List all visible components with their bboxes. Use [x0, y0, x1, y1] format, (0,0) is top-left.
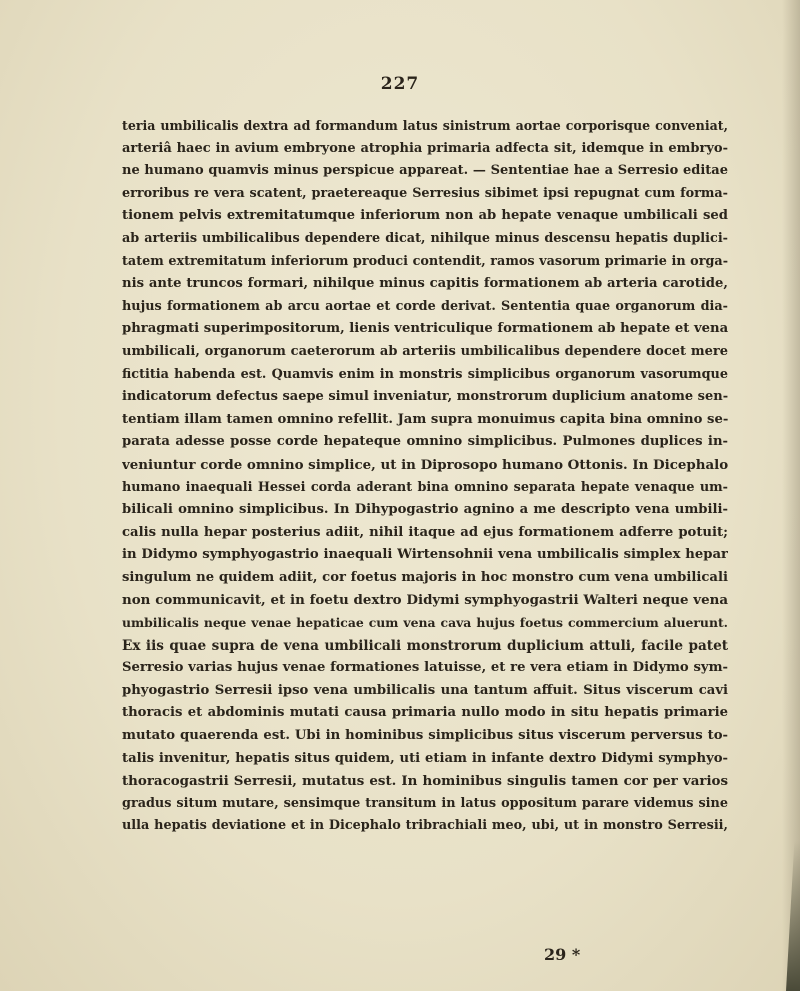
text-line: calis nulla hepar posterius adiit, nihil itaque ad ejus formationem adferre potuit;: [122, 524, 728, 540]
text-line: mutato quaerenda est. Ubi in hominibus simplicibus situs viscerum perversus to-: [122, 728, 728, 744]
text-line: parata adesse posse corde hepateque omnino simplicibus. Pulmones duplices in-: [122, 434, 728, 450]
text-line: teria umbilicalis dextra ad formandum latus sinistrum aortae corporisque conveniat,: [122, 118, 728, 133]
text-line: umbilicalis neque venae hepaticae cum vena cava hujus foetus commercium aluerunt.: [122, 615, 728, 631]
text-line: Ex iis quae supra de vena umbilicali monstrorum duplicium attuli, facile patet: [122, 637, 728, 654]
text-line: singulum ne quidem adiit, cor foetus majoris in hoc monstro cum vena umbilicali: [122, 569, 728, 585]
text-line: veniuntur corde omnino simplice, ut in Diprosopo humano Ottonis. In Dicephalo: [122, 456, 728, 473]
text-line: erroribus re vera scatent, praetereaque Serresius sibimet ipsi repugnat cum forma-: [122, 185, 728, 201]
text-line: nis ante truncos formari, nihilque minus capitis formationem ab arteria carotide,: [122, 276, 728, 292]
page-number: 227: [380, 74, 420, 94]
text-line: phyogastrio Serresii ipso vena umbilicalis una tantum affuit. Situs viscerum cavi: [122, 682, 728, 698]
text-line: non communicavit, et in foetu dextro Didymi symphyogastrii Walteri neque vena: [122, 592, 728, 609]
text-line: talis invenitur, hepatis situs quidem, uti etiam in infante dextro Didymi symphyo-: [122, 750, 728, 766]
text-line: fictitia habenda est. Quamvis enim in monstris simplicibus organorum vasorumque: [122, 366, 728, 382]
text-line: arteriâ haec in avium embryone atrophia primaria adfecta sit, idemque in embryo-: [122, 140, 728, 156]
text-line: indicatorum defectus saepe simul inveniatur, monstrorum duplicium anatome sen-: [122, 389, 728, 405]
text-line: umbilicali, organorum caeterorum ab arteriis umbilicalibus dependere docet mere: [122, 343, 728, 359]
text-line: bilicali omnino simplicibus. In Dihypogastrio agnino a me descripto vena umbili-: [122, 502, 728, 518]
text-line: phragmati superimpositorum, lienis ventriculique formationem ab hepate et vena: [122, 321, 728, 337]
text-line: ab arteriis umbilicalibus dependere dicat, nihilque minus descensu hepatis duplici-: [122, 230, 728, 246]
text-line: thoracis et abdominis mutati causa primaria nullo modo in situ hepatis primarie: [122, 705, 728, 721]
text-line: tatem extremitatum inferiorum produci contendit, ramos vasorum primarie in orga-: [122, 253, 728, 269]
text-line: gradus situm mutare, sensimque transitum in latus oppositum parare videmus sine: [122, 795, 728, 811]
text-line: ulla hepatis deviatione et in Dicephalo tribrachiali meo, ubi, ut in monstro Serresii,: [122, 818, 728, 834]
text-line: tentiam illam tamen omnino refellit. Jam supra monuimus capita bina omnino se-: [122, 411, 728, 427]
text-line: tionem pelvis extremitatumque inferiorum non ab hepate venaque umbilicali sed: [122, 208, 728, 224]
text-line: in Didymo symphyogastrio inaequali Wirtensohnii vena umbilicalis simplex hepar: [122, 547, 728, 563]
text-line: humano inaequali Hessei corda aderant bina omnino separata hepate venaque um-: [122, 479, 728, 495]
text-line: ne humano quamvis minus perspicue appareat. — Sententiae hae a Serresio editae: [122, 163, 728, 179]
text-line: hujus formationem ab arcu aortae et corde derivat. Sententia quae organorum dia-: [122, 298, 728, 314]
text-line: thoracogastrii Serresii, mutatus est. In hominibus singulis tamen cor per varios: [122, 773, 728, 790]
signature-mark: 29 *: [544, 945, 581, 964]
text-line: Serresio varias hujus venae formationes latuisse, et re vera etiam in Didymo sym-: [122, 660, 728, 676]
body-text: [122, 115, 728, 838]
